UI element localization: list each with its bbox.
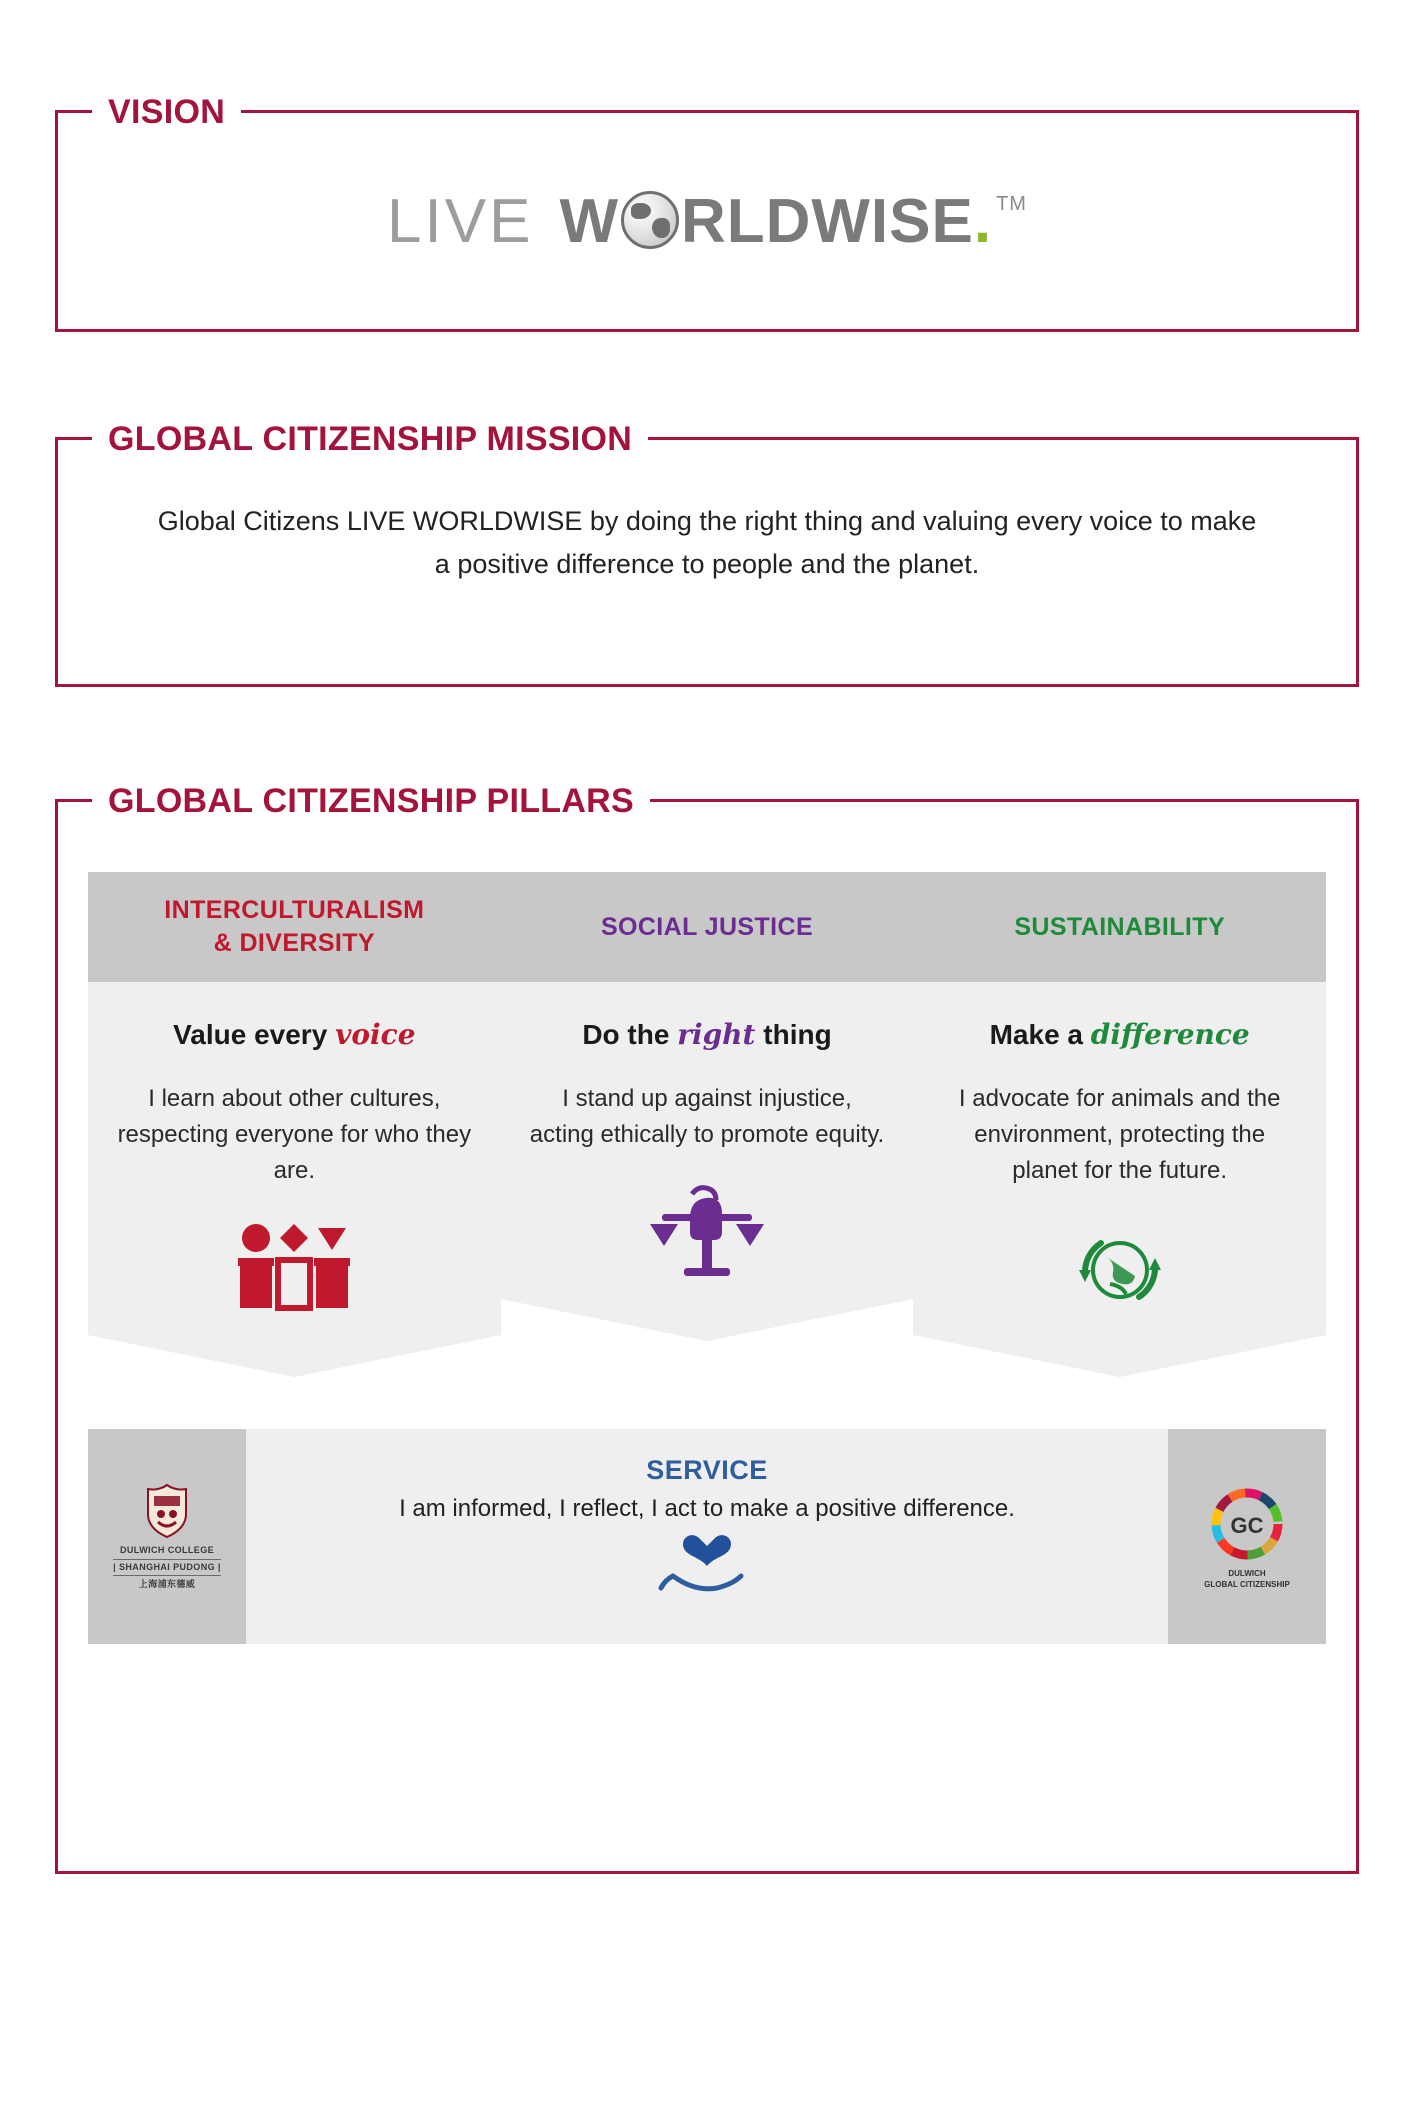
pillar-chevron [88, 1335, 501, 1377]
live-worldwise-logo [58, 113, 1356, 329]
pillar-title-line1: SUSTAINABILITY [1014, 912, 1226, 941]
logo-word-worldwise [559, 186, 1027, 257]
crest-line1: DULWICH COLLEGE [120, 1545, 214, 1555]
pillars-section-title: GLOBAL CITIZENSHIP PILLARS [92, 780, 650, 822]
pillar-body [501, 982, 914, 1299]
service-strip [88, 1429, 1326, 1644]
gc-badge-line2: GLOBAL CITIZENSHIP [1204, 1580, 1290, 1589]
pillar-description: I learn about other cultures, respecting everyone for who they are. [117, 1085, 472, 1184]
pillar-heading [116, 1018, 473, 1051]
pillar-heading-script: difference [1090, 1018, 1250, 1051]
fist-scales-icon [529, 1179, 886, 1289]
gc-sdg-wheel-icon [1168, 1429, 1326, 1644]
mission-section [55, 420, 1359, 687]
pillar-chevron [913, 1335, 1326, 1377]
gc-badge-block [1204, 1483, 1290, 1590]
pillar-header [501, 872, 914, 982]
service-title: SERVICE [646, 1455, 768, 1485]
pillar-description: I stand up against injustice, acting ethically to promote equity. [529, 1085, 885, 1148]
dulwich-crest-icon [88, 1429, 246, 1644]
pillars-row [58, 802, 1356, 1377]
pillar-heading-plain: Value every [173, 1019, 336, 1050]
pillar-heading-script: right [677, 1018, 756, 1051]
pillar-chevron [501, 1299, 914, 1341]
pillar-title-line1: INTERCULTURALISM [164, 896, 425, 924]
pillar-heading-tail: thing [755, 1019, 832, 1050]
mission-statement: Global Citizens LIVE WORLDWISE by doing the right thing and valuing every voice to make a positive difference to people and the planet. [157, 506, 1257, 579]
pillar-interculturalism-diversity [88, 872, 501, 1377]
pillar-heading-plain: Make a [989, 1019, 1091, 1050]
gc-badge-line1: DULWICH [1228, 1569, 1266, 1578]
pillar-header [913, 872, 1326, 982]
globe-icon [621, 191, 679, 249]
crest-line2: | SHANGHAI PUDONG | [113, 1559, 221, 1576]
pillar-social-justice [501, 872, 914, 1377]
vision-section [55, 93, 1359, 332]
logo-word-live: LIVE [387, 186, 534, 256]
pillar-heading-plain: Do the [582, 1019, 678, 1050]
svg-text:GC: GC [1230, 1513, 1264, 1538]
logo-letters-rldwise: RLDWISE [680, 186, 974, 256]
service-content [246, 1429, 1168, 1644]
pillar-description: I advocate for animals and the environment, protecting the planet for the future. [958, 1085, 1281, 1184]
pillar-body [913, 982, 1326, 1335]
service-description: I am informed, I reflect, I act to make a positive difference. [399, 1495, 1015, 1522]
people-diversity-icon [116, 1215, 473, 1325]
pillar-title-line2: & DIVERSITY [213, 929, 376, 957]
crest-line3: 上海浦东德威 [138, 1579, 196, 1589]
pillar-body [88, 982, 501, 1335]
pillar-heading-script: voice [335, 1018, 416, 1051]
vision-section-title: VISION [92, 91, 241, 133]
pillars-section [55, 782, 1359, 1874]
pillar-sustainability [913, 872, 1326, 1377]
pillar-header [88, 872, 501, 982]
mission-section-title: GLOBAL CITIZENSHIP MISSION [92, 418, 648, 460]
recycling-globe-icon [941, 1215, 1298, 1325]
school-crest-block [107, 1482, 227, 1591]
hand-heart-icon [246, 1532, 1168, 1607]
logo-letter-w: W [559, 186, 619, 256]
logo-dot: . [973, 186, 993, 256]
poster-root [0, 93, 1414, 2110]
pillar-title-line1: SOCIAL JUSTICE [600, 912, 814, 941]
pillar-heading [941, 1018, 1298, 1051]
logo-trademark: TM [996, 192, 1027, 215]
pillar-heading [529, 1018, 886, 1051]
